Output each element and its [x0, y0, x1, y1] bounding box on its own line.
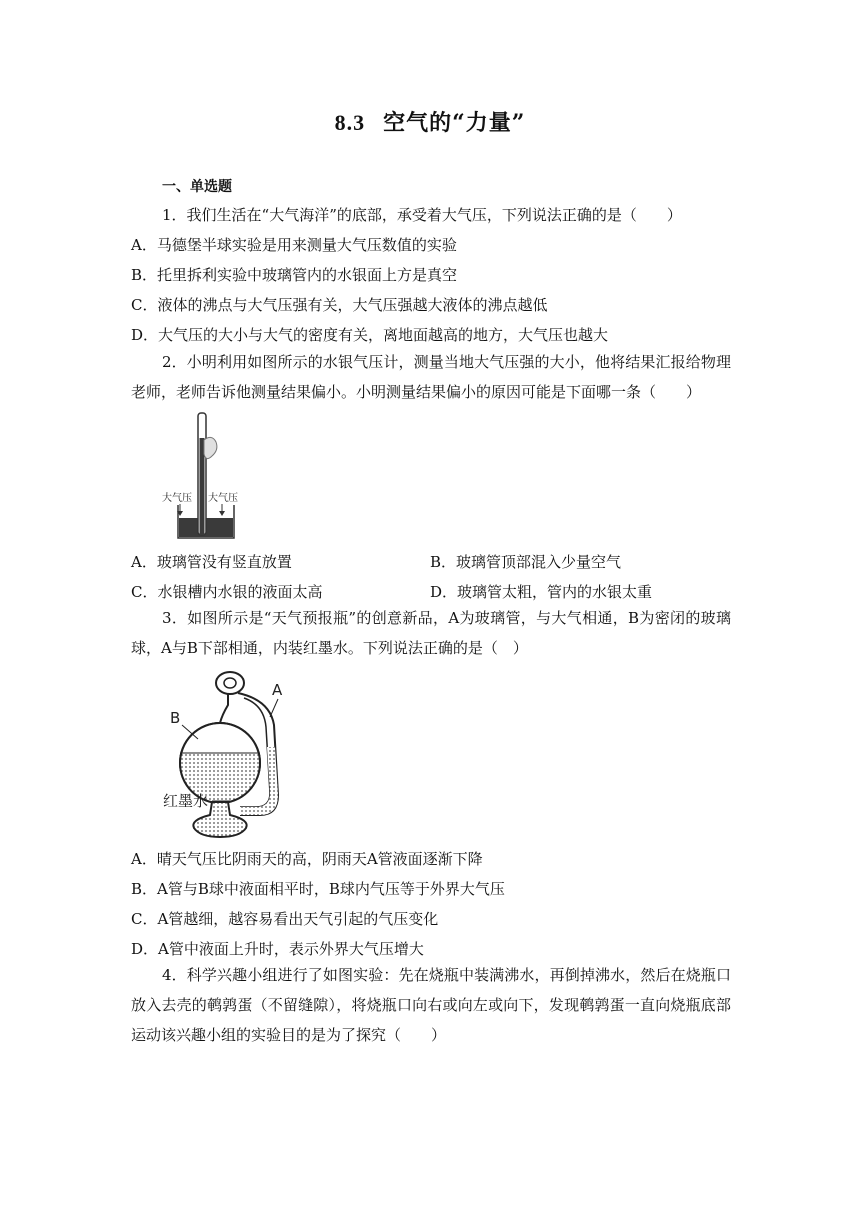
- q1-option-a: A．马德堡半球实验是用来测量大气压数值的实验: [131, 236, 457, 254]
- q3-option-b: B．A管与B球中液面相平时，B球内气压等于外界大气压: [131, 880, 505, 898]
- page-title: [0, 106, 860, 137]
- section-heading: 一、单选题: [162, 179, 232, 195]
- section-number: 8.3: [334, 110, 366, 135]
- question-4-stem: 4．科学兴趣小组进行了如图实验：先在烧瓶中装满沸水，再倒掉沸水，然后在烧瓶口放入去壳的鹌鹑蛋（不留缝隙），将烧瓶口向右或向左或向下，发现鹌鹑蛋一直向烧瓶底部运动该兴趣小组的实验目的是为了探究（ ）: [131, 966, 731, 1044]
- q3-option-a: A．晴天气压比阴雨天的高，阴雨天A管液面逐渐下降: [131, 850, 483, 868]
- fig3-label-ink: 红墨水: [163, 792, 209, 810]
- q3-option-d: D．A管中液面上升时，表示外界大气压增大: [131, 940, 424, 958]
- q1-option-d: D．大气压的大小与大气的密度有关，离地面越高的地方，大气压也越大: [131, 326, 609, 344]
- title-text: 空气的“力量”: [383, 110, 526, 136]
- fig3-label-a: A: [272, 681, 283, 699]
- fig2-label-left: 大气压: [162, 493, 192, 504]
- q1-option-c: C．液体的沸点与大气压强有关，大气压强越大液体的沸点越低: [131, 296, 548, 314]
- q2-option-c: C．水银槽内水银的液面太高: [131, 583, 323, 601]
- weather-bottle-figure: [160, 665, 300, 840]
- question-1-stem: 1．我们生活在“大气海洋”的底部，承受着大气压，下列说法正确的是（ ）: [162, 206, 682, 224]
- question-3-stem: 3．如图所示是“天气预报瓶”的创意新品，A为玻璃管，与大气相通，B为密闭的玻璃球，A与B下部相通，内装红墨水。下列说法正确的是（ ）: [131, 609, 731, 657]
- q1-option-b: B．托里拆利实验中玻璃管内的水银面上方是真空: [131, 266, 458, 284]
- q3-option-c: C．A管越细，越容易看出天气引起的气压变化: [131, 910, 439, 928]
- fig3-label-b: B: [170, 709, 181, 727]
- question-2-stem: 2．小明利用如图所示的水银气压计，测量当地大气压强的大小，他将结果汇报给物理老师，老师告诉他测量结果偏小。小明测量结果偏小的原因可能是下面哪一条（ ）: [131, 353, 731, 401]
- barometer-figure: [160, 410, 240, 540]
- q2-option-d: D．玻璃管太粗，管内的水银太重: [430, 583, 653, 601]
- q2-option-a: A．玻璃管没有竖直放置: [131, 553, 292, 571]
- q2-option-b: B．玻璃管顶部混入少量空气: [430, 553, 622, 571]
- fig2-label-right: 大气压: [208, 493, 238, 504]
